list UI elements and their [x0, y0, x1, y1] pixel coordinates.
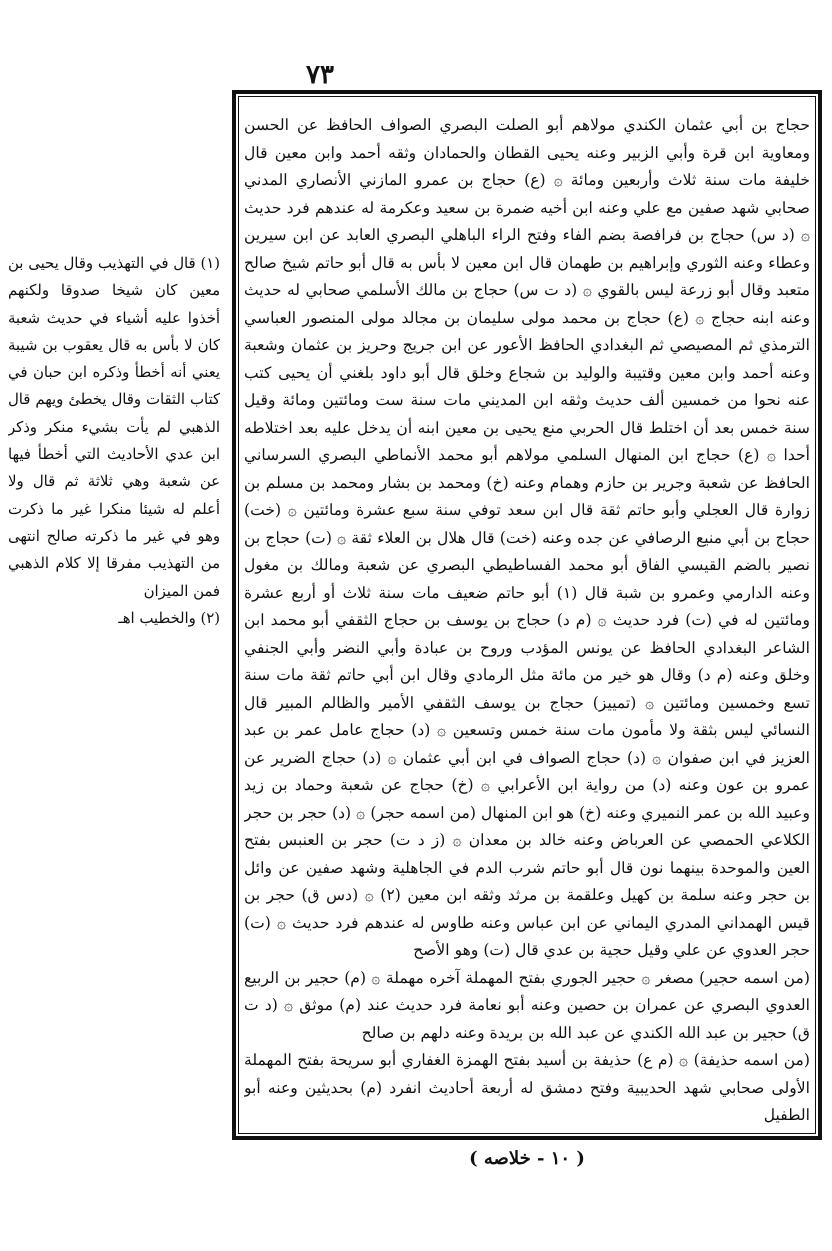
main-paragraph: حجاج بن أبي عثمان الكندي مولاهم أبو الصلت البصري الصواف الحافظ عن الحسن ومعاوية ابن قرة وأبي الزبير وعنه يحيى القطان والحمادان وثقه أحمد وابن معين قال خليفة مات سنة ثلاث وأربعين ومائة ۞ (ع) حجاج بن عمرو المازني الأنصاري المدني صحابي شهد صفين مع علي وعنه ابن أخيه ضمرة بن سعيد وعكرمة له عندهم فرد حديث ۞ (د س) حجاج بن فرافصة بضم الفاء وفتح الراء الباهلي البصري العابد عن ابن سيرين وعطاء وعنه الثوري وإبراهيم بن طهمان قال ابن معين لا بأس به قال أبو حاتم شيخ صالح متعبد وقال أبو زرعة ليس بالقوي ۞ (د ت س) حجاج بن مالك الأسلمي صحابي له حديث وعنه ابنه حجاج ۞ (ع) حجاج بن محمد مولى سليمان بن مجالد مولى المنصور العباسي الترمذي ثم المصيصي ثم البغدادي الحافظ الأعور عن ابن جريج وحريز بن عثمان وشعبة وعنه أحمد وابن معين وقتيبة والوليد بن شجاع وخلق قال أبو داود بلغني أن يحيى كتب عنه نحوا من خمسين ألف حديث وثقه ابن المديني مات سنة ست ومائتين ومائة وقيل سنة خمس بعد أن اختلط قال الحربي منع يحيى بن معين ابنه أن يدخل عليه بعد اختلاطه أحدا ۞ (ع) حجاج ابن المنهال السلمي مولاهم أبو محمد الأنماطي البصري السرساني الحافظ عن شعبة وجرير بن حازم وهمام وعنه (خ) ومحمد بن بشار ومحمد بن مسلم بن زوارة قال العجلي وأبو حاتم ثقة قال ابن سعد توفي سنة سبع عشرة ومائتين ۞ (خت) حجاج بن أبي منيع الرصافي عن جده وعنه (خت) قال هلال بن العلاء ثقة ۞ (ت) حجاج بن نصير بالضم القيسي الفاق أبو محمد الفساطيطي البصري عن شعبة ومالك بن مغول وعنه الدارمي وعمرو بن شبة قال (١) أبو حاتم ضعيف مات سنة ثلاث أو أربع عشرة ومائتين له في (ت) فرد حديث ۞ (م د) حجاج بن يوسف بن حجاج الثقفي أبو محمد ابن الشاعر البغدادي الحافظ عن يونس المؤدب وروح بن عبادة وأبي النضر وأبي الجنفي وخلق وعنه (م د) وقال هو خير من مائة مثل الرمادي وقال ابن أبي حاتم ثقة مات سنة تسع وخمسين ومائتين ۞ (تمييز) حجاج بن يوسف الثقفي الأمير والظالم المبير قال النسائي ليس بثقة ولا مأمون مات سنة خمس وتسعين ۞ (د) حجاج عامل عمر بن عبد العزيز في ابن صفوان ۞ (د) حجاج الصواف في ابن أبي عثمان ۞ (د) حجاج الضرير عن عمرو بن عون وعنه (د) من رواية ابن الأعرابي ۞ (خ) حجاج عن شعبة وحماد بن زيد وعبيد الله بن عمر النميري وعنه (خ) هو ابن المنهال (من اسمه حجر) ۞ (د) حجر بن حجر الكلاعي الحمصي عن العرباض وعنه خالد بن معدان ۞ (ز د ت) حجر بن العنبس بفتح العين والموحدة بينهما نون قال أبو حاتم شرب الدم في الجاهلية وشهد صفين عن وائل بن حجر وعنه سلمة بن كهيل وعلقمة بن مرثد وثقه ابن معين (٢) ۞ (دس ق) حجر بن قيس الهمداني المدري اليماني عن ابن عباس وعنه طاوس له عندهم فرد حديث ۞ (ت) حجر العدوي عن علي وقيل حجية بن عدي قال (ت) وهو الأصح [244, 116, 810, 959]
margin-footnotes [8, 250, 220, 810]
main-paragraph: (من اسمه حجير) مصغر ۞ حجير الجوري بفتح المهملة آخره مهملة ۞ (م) حجير بن الربيع العدوي البصري عن عمران بن حصين وعنه أبو نعامة فرد حديث عند (م) موثق ۞ (د ت ق) حجير بن عبد الله الكندي عن عبد الله بن بريدة وعنه دلهم بن صالح [244, 968, 810, 1042]
main-paragraph: (من اسمه حذيفة) ۞ (م ع) حذيفة بن أسيد بفتح الهمزة الغفاري أبو سريحة بفتح المهملة الأولى صحابي شهد الحديبية وفتح دمشق له أربعة أحاديث انفرد (م) بحديثين وعنه أبو الطفيل [244, 1051, 810, 1124]
main-text-block [244, 112, 810, 1127]
footnote: (٢) والخطيب اهـ [118, 609, 220, 627]
page-number: ٧٣ [306, 60, 334, 90]
footnote: (١) قال في التهذيب وقال يحيى بن معين كان شيخا صدوقا ولكنهم أخذوا عليه أشياء في حديث شعبة كان لا بأس به قال يعقوب بن شيبة يعني أنه أخطأ وذكره ابن حبان في كتاب الثقات وقال يخطئ ويهم قال الذهبي لم يأت بشيء منكر وذكر ابن عدي الأحاديث التي أخطأ فيها عن شعبة وهي ثلاثة ثم قال ولا أعلم له شيئا منكرا غير ما ذكرت وهو في غير ما ذكرته صالح انتهى من التهذيب مفرقا إلا كلام الذهبي فمن الميزان [8, 255, 220, 600]
signature-mark: ( ١٠ - خلاصه ) [469, 1148, 585, 1169]
